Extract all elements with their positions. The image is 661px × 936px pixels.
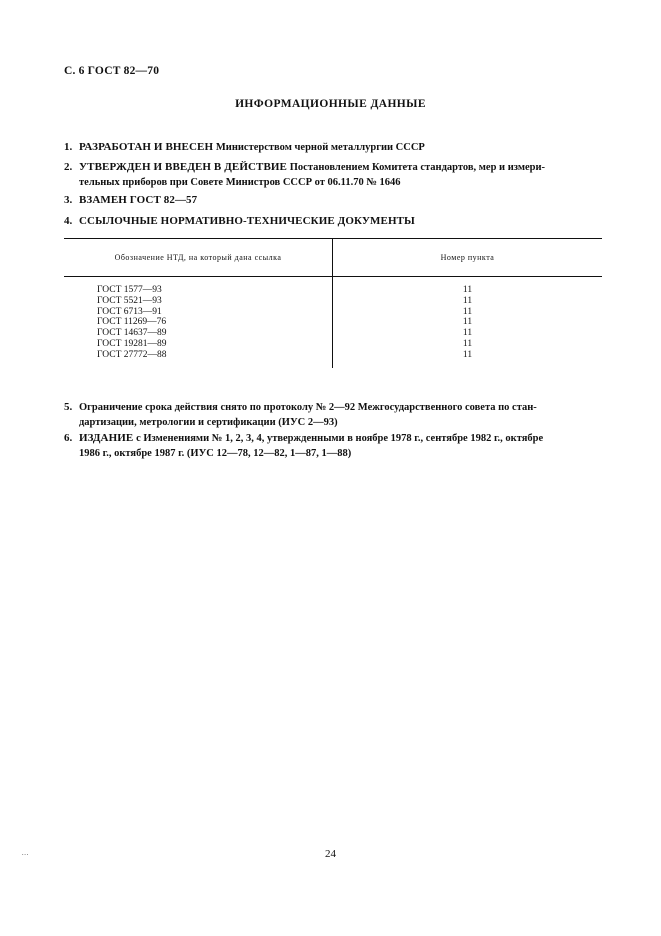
table-cell: 11 <box>462 295 473 306</box>
table-cell: 11 <box>462 338 473 349</box>
item-number: 6. <box>64 432 73 444</box>
page-title: ИНФОРМАЦИОННЫЕ ДАННЫЕ <box>235 98 426 110</box>
table-column-designation <box>97 285 167 361</box>
item-number: 1. <box>64 141 73 153</box>
table-cell: 11 <box>462 285 473 295</box>
table-header-designation: Обозначение НТД, на который дана ссылка <box>114 253 282 262</box>
item-text: дартизации, метрологии и сертификации (ИУС 2—93) <box>79 417 338 428</box>
table-cell: ГОСТ 5521—93 <box>97 295 162 306</box>
reference-table <box>64 238 602 368</box>
table-header-rule <box>64 276 602 277</box>
info-item-1 <box>64 140 604 155</box>
table-cell: 11 <box>462 349 473 360</box>
item-heading: УТВЕРЖДЕН И ВВЕДЕН В ДЕЙСТВИЕ <box>79 161 287 173</box>
table-cell: ГОСТ 14637—89 <box>97 328 167 339</box>
page-number: 24 <box>325 848 336 860</box>
item-heading: ССЫЛОЧНЫЕ НОРМАТИВНО-ТЕХНИЧЕСКИЕ ДОКУМЕНТЫ <box>79 215 415 227</box>
table-cell: ГОСТ 1577—93 <box>97 285 162 295</box>
item-text: 1986 г., октябре 1987 г. (ИУС 12—78, 12—82, 1—87, 1—88) <box>79 448 352 459</box>
table-cell: 11 <box>462 306 473 317</box>
item-number: 4. <box>64 215 73 227</box>
item-text: Министерством черной металлургии СССР <box>215 142 425 153</box>
table-cell: ГОСТ 11269—76 <box>97 317 167 328</box>
item-number: 2. <box>64 161 73 173</box>
table-header-clause: Номер пункта <box>440 253 495 262</box>
item-number: 3. <box>64 194 73 206</box>
item-heading: ВЗАМЕН ГОСТ 82—57 <box>79 194 198 206</box>
table-top-rule <box>64 238 602 239</box>
item-heading: РАЗРАБОТАН И ВНЕСЕН <box>79 141 214 153</box>
info-item-6 <box>64 431 604 461</box>
item-text: Постановлением Комитета стандартов, мер и измери- <box>289 162 546 173</box>
info-item-4 <box>64 214 604 228</box>
table-column-clause <box>333 285 602 361</box>
item-number: 5. <box>64 401 73 413</box>
page-header: С. 6 ГОСТ 82—70 <box>64 65 160 77</box>
info-item-5 <box>64 400 604 430</box>
table-cell: 11 <box>462 328 473 339</box>
item-text: Ограничение срока действия снято по протоколу № 2—92 Межгосударственного совета по стан- <box>79 402 537 413</box>
table-cell: ГОСТ 6713—91 <box>97 306 162 317</box>
info-item-2 <box>64 160 604 190</box>
info-item-3 <box>64 193 604 207</box>
item-text: тельных приборов при Совете Министров СССР от 06.11.70 № 1646 <box>79 177 401 188</box>
table-cell: ГОСТ 19281—89 <box>97 338 167 349</box>
scan-artifact: ••• <box>22 852 30 857</box>
item-text: с Изменениями № 1, 2, 3, 4, утвержденными в ноябре 1978 г., сентябре 1982 г., октябре <box>136 433 544 444</box>
item-heading: ИЗДАНИЕ <box>79 432 134 444</box>
table-cell: ГОСТ 27772—88 <box>97 349 167 360</box>
table-cell: 11 <box>462 317 473 328</box>
